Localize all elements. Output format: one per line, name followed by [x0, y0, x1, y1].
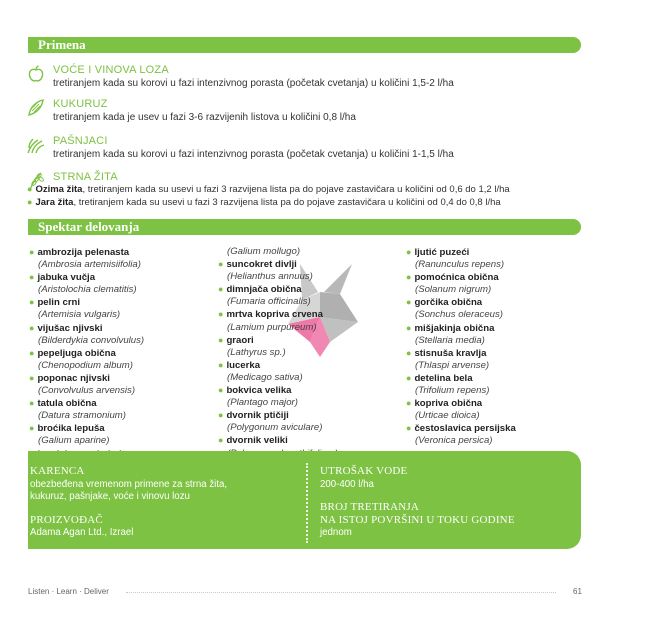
weed-latin-name: (Galium aparine): [38, 435, 110, 447]
bullet-bold: Jara žita: [35, 197, 74, 208]
bullet-icon: ●: [29, 272, 35, 283]
bullet-icon: ●: [406, 398, 412, 409]
bullet-icon: ●: [218, 259, 224, 270]
list-item: [406, 271, 516, 284]
corn-icon: [26, 98, 46, 118]
bullet-icon: ●: [29, 372, 35, 383]
list-item: [406, 296, 516, 309]
bullet-bold: Ozima žita: [35, 184, 83, 195]
weed-latin-name: (Polygonum aviculare): [227, 422, 323, 434]
bullet-icon: ●: [218, 334, 224, 345]
weed-common-name: vijušac njivski: [37, 322, 103, 334]
divider: [306, 463, 308, 543]
info-box: [28, 451, 581, 549]
weed-column-3: [406, 246, 516, 448]
weed-latin-name: (Trifolium repens): [415, 385, 490, 397]
list-item: [406, 422, 516, 435]
bullet-icon: ●: [29, 247, 35, 257]
weed-common-name: čestoslavica persijska: [414, 423, 516, 435]
crop-name: KUKURUZ: [53, 98, 108, 110]
weed-common-name: tatula obična: [37, 398, 97, 410]
karenca-line-2: kukuruz, pašnjake, voće i vinovu lozu: [30, 491, 190, 502]
weed-latin-name: (Galium mollugo): [227, 246, 301, 257]
weed-column-1: [29, 246, 144, 461]
bullet-icon: ●: [218, 410, 224, 421]
weed-latin-name: (Artemisia vulgaris): [38, 309, 121, 321]
bullet-icon: ●: [218, 284, 224, 295]
bullet-icon: ●: [406, 297, 412, 308]
footer-dotted-line: [126, 592, 556, 593]
list-item: [406, 397, 516, 410]
list-item: [218, 308, 338, 321]
bullet-text: , tretiranjem kada su usevi u fazi 3 razvijena lista pa do pojave zastavičara u količini od 0,4 do 0,8 l/ha: [73, 197, 501, 208]
weed-column-2: [218, 246, 338, 460]
karenca-line-1: obezbeđena vremenom primene za strna žita,: [30, 479, 228, 490]
weed-latin-name: (Ranunculus repens): [415, 259, 505, 271]
list-item: [29, 347, 144, 360]
weed-latin-name: (Thlaspi arvense): [415, 359, 490, 371]
list-item: [29, 322, 144, 335]
weed-latin-name: (Medicago sativa): [227, 371, 303, 383]
list-item: [406, 347, 516, 360]
proizvodjac-text: Adama Agan Ltd., Izrael: [30, 527, 134, 538]
grass-icon: [26, 135, 46, 155]
list-item: [29, 422, 144, 435]
weed-latin-name: (Lamium purpureum): [227, 321, 317, 333]
broj-text: jednom: [320, 527, 352, 538]
bullet-icon: ●: [27, 184, 33, 194]
weed-common-name: detelina bela: [414, 372, 473, 384]
weed-latin-name: (Veronica persica): [415, 435, 493, 447]
weed-common-name: pomoćnica obična: [414, 272, 499, 284]
weed-common-name: jabuka vučja: [37, 272, 96, 284]
list-item: [29, 296, 144, 309]
weed-latin-name: (Plantago major): [227, 397, 298, 409]
crop-name: STRNA ŽITA: [53, 171, 118, 183]
list-item: [406, 322, 516, 335]
bullet-icon: ●: [406, 322, 412, 333]
proizvodjac-title: PROIZVOĐAČ: [30, 514, 103, 526]
weed-latin-name: (Chenopodium album): [38, 359, 133, 371]
weed-latin-name: (Lathyrus sp.): [227, 346, 286, 358]
bullet-icon: ●: [218, 385, 224, 396]
list-item: [218, 334, 338, 347]
bullet-icon: ●: [29, 322, 35, 333]
apple-icon: [26, 64, 46, 84]
list-item: [29, 271, 144, 284]
bullet-icon: ●: [218, 359, 224, 370]
list-item: [218, 409, 338, 422]
weed-latin-name: (Urticae dioica): [415, 410, 480, 422]
bullet-ozima: [27, 184, 510, 195]
weed-common-name: poponac njivski: [37, 372, 110, 384]
crop-name: VOĆE I VINOVA LOZA: [53, 64, 169, 76]
bullet-icon: ●: [218, 309, 224, 320]
bullet-icon: ●: [27, 197, 33, 207]
list-item: [406, 372, 516, 385]
weed-common-name: pepeljuga obična: [37, 347, 116, 359]
weed-common-name: dvornik ptičiji: [226, 410, 289, 422]
bullet-icon: ●: [218, 435, 224, 446]
crop-desc: tretiranjem kada su korovi u fazi intenzivnog porasta (početak cvetanja) u količini 1,5-2 l/ha: [53, 78, 454, 89]
weed-common-name: dvornik veliki: [226, 435, 288, 447]
weed-common-name: dimnjača obična: [226, 284, 302, 296]
bullet-icon: ●: [406, 272, 412, 283]
list-item: [29, 246, 144, 259]
weed-common-name: pelin crni: [37, 297, 81, 309]
karenca-title: KARENCA: [30, 465, 85, 477]
weed-latin-name: (Aristolochia clematitis): [38, 284, 137, 296]
bullet-icon: ●: [29, 347, 35, 358]
list-item: [406, 246, 516, 259]
list-item: [218, 434, 338, 447]
weed-common-name: bokvica velika: [226, 385, 292, 397]
bullet-icon: ●: [406, 247, 412, 257]
list-item: [218, 359, 338, 372]
weed-latin-name: (Helianthus annuus): [227, 271, 313, 283]
bullet-text: , tretiranjem kada su usevi u fazi 3 razvijena lista pa do pojave zastavičara u količini od 0,6 do 1,2 l/ha: [82, 184, 510, 195]
weed-common-name: gorčika obična: [414, 297, 483, 309]
utrosak-text: 200-400 l/ha: [320, 479, 374, 490]
broj-title-2: NA ISTOJ POVRŠINI U TOKU GODINE: [320, 514, 515, 526]
list-item: [218, 258, 338, 271]
bullet-jara: [27, 197, 501, 208]
weed-common-name: suncokret divlji: [226, 259, 297, 271]
list-item: [218, 384, 338, 397]
weed-latin-name: (Ambrosia artemisiifolia): [38, 259, 141, 271]
bullet-icon: ●: [406, 347, 412, 358]
list-item: [29, 397, 144, 410]
crop-desc: tretiranjem kada je usev u fazi 3-6 razvijenih listova u količini 0,8 l/ha: [53, 112, 356, 123]
weed-common-name: mrtva kopriva crvena: [226, 309, 323, 321]
bullet-icon: ●: [406, 372, 412, 383]
primena-header: Primena: [28, 37, 581, 53]
bullet-icon: ●: [406, 423, 412, 434]
utrosak-title: UTROŠAK VODE: [320, 465, 408, 477]
bullet-icon: ●: [29, 297, 35, 308]
weed-common-name: kopriva obična: [414, 398, 483, 410]
bullet-icon: ●: [29, 398, 35, 409]
weed-latin-name: (Solanum nigrum): [415, 284, 492, 296]
broj-title-1: BROJ TRETIRANJA: [320, 501, 420, 513]
footer-tagline: Listen · Learn · Deliver: [28, 587, 109, 596]
crop-desc: tretiranjem kada su korovi u fazi intenzivnog porasta (početak cvetanja) u količini 1-1,5 l/ha: [53, 149, 454, 160]
weed-latin-name: (Convolvulus arvensis): [38, 385, 136, 397]
weed-common-name: ljutić puzeći: [414, 247, 470, 258]
weed-common-name: ambrozija pelenasta: [37, 247, 130, 258]
crop-name: PAŠNJACI: [53, 135, 108, 147]
weed-common-name: broćika lepuša: [37, 423, 105, 435]
list-item: [218, 283, 338, 296]
weed-latin-name: (Stellaria media): [415, 334, 485, 346]
page-number: 61: [573, 587, 582, 596]
weed-common-name: stisnuša kravlja: [414, 347, 487, 359]
weed-latin-name: (Datura stramonium): [38, 410, 126, 422]
bullet-icon: ●: [29, 423, 35, 434]
list-item: [29, 372, 144, 385]
spektar-header: Spektar delovanja: [28, 219, 581, 235]
weed-latin-name: (Bilderdykia convolvulus): [38, 334, 145, 346]
weed-common-name: graori: [226, 334, 254, 346]
weed-latin-name: (Sonchus oleraceus): [415, 309, 503, 321]
weed-common-name: mišjakinja obična: [414, 322, 495, 334]
weed-common-name: lucerka: [226, 359, 261, 371]
weed-latin-name: (Fumaria officinalis): [227, 296, 311, 308]
